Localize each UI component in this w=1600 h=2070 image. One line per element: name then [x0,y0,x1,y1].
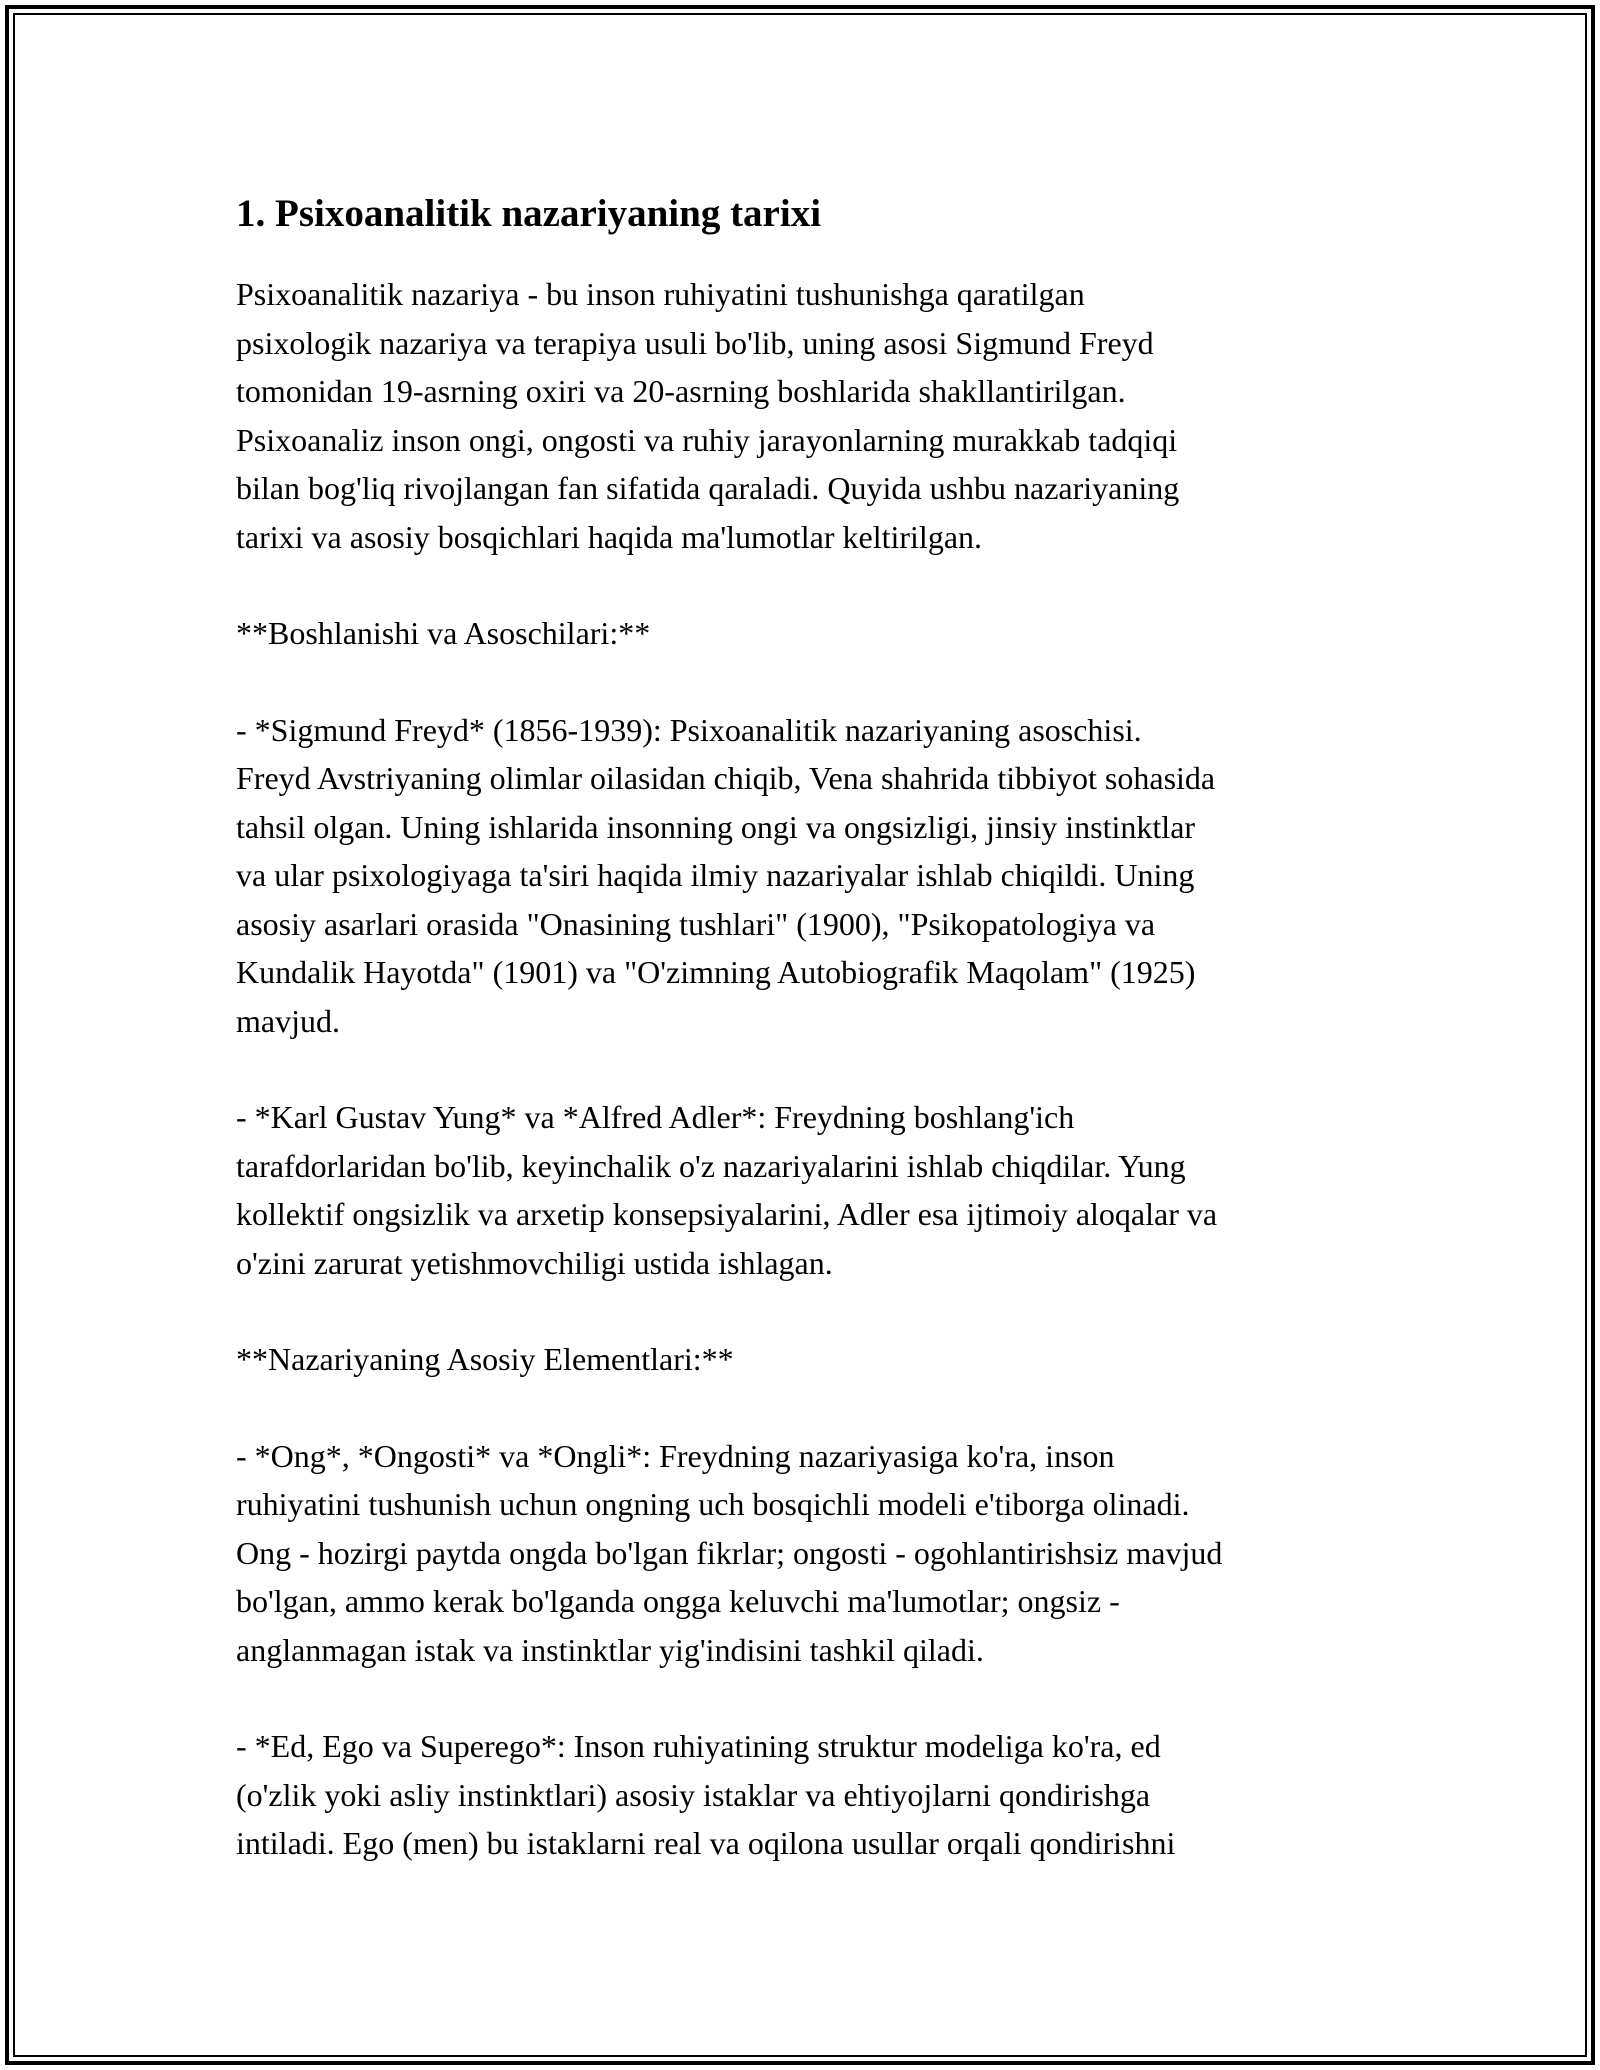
intro-paragraph: Psixoanalitik nazariya - bu inson ruhiyatini tushunishga qaratilgan psixologik nazariya va terapiya usuli bo'lib, uning asosi Sigmund Freyd tomonidan 19-asrning oxiri va 20-asrning boshlarida shakllantirilgan. Psixoanaliz inson ongi, ongosti va ruhiy jarayonlarning murakkab tadqiqi bilan bog'liq rivojlangan fan sifatida qaraladi. Quyida ushbu nazariyaning tarixi va asosiy bosqichlari haqida ma'lumotlar keltirilgan. [236,276,1180,555]
freud-paragraph: - *Sigmund Freyd* (1856-1939): Psixoanalitik nazariyaning asoschisi. Freyd Avstriyaning olimlar oilasidan chiqib, Vena shahrida tibbiyot sohasida tahsil olgan. Uning ishlarida insonning ongi va ongsizligi, jinsiy instinktlar va ular psixologiyaga ta'siri haqida ilmiy nazariyalar ishlab chiqildi. Uning asosiy asarlari orasida "Onasining tushlari" (1900), "Psikopatologiya va Kundalik Hayotda" (1901) va "O'zimning Autobiografik Maqolam" (1925) mavjud. [236,711,1216,1039]
document-body [236,188,1376,1916]
consciousness-paragraph: - *Ong*, *Ongosti* va *Ongli*: Freydning nazariyasiga ko'ra, inson ruhiyatini tushunish uchun ongning uch bosqichli modeli e'tiborga olinadi. Ong - hozirgi paytda ongda bo'lgan fikrlar; ongosti - ogohlantirishsiz mavjud bo'lgan, ammo kerak bo'lganda ongga keluvchi ma'lumotlar; ongsiz - anglanmagan istak va instinktlar yig'indisini tashkil qiladi. [236,1437,1223,1668]
section-heading-founders: **Boshlanishi va Asoschilari:** [236,615,651,651]
document-title: 1. Psixoanalitik nazariyaning tarixi [236,192,822,235]
id-ego-superego-paragraph: - *Ed, Ego va Superego*: Inson ruhiyatining struktur modeliga ko'ra, ed (o'zlik yoki asliy instinktlari) asosiy istaklar va ehtiyojlarni qondirishga intiladi. Ego (men) bu istaklarni real va oqilona usullar orqali qondirishni [236,1728,1176,1861]
section-heading-elements: **Nazariyaning Asosiy Elementlari:** [236,1341,734,1377]
jung-adler-paragraph: - *Karl Gustav Yung* va *Alfred Adler*: Freydning boshlang'ich tarafdorlaridan bo'lib, keyinchalik o'z nazariyalarini ishlab chiqdilar. Yung kollektif ongsizlik va arxetip konsepsiyalarini, Adler esa ijtimoiy aloqalar va o'zini zarurat yetishmovchiligi ustida ishlagan. [236,1099,1218,1281]
